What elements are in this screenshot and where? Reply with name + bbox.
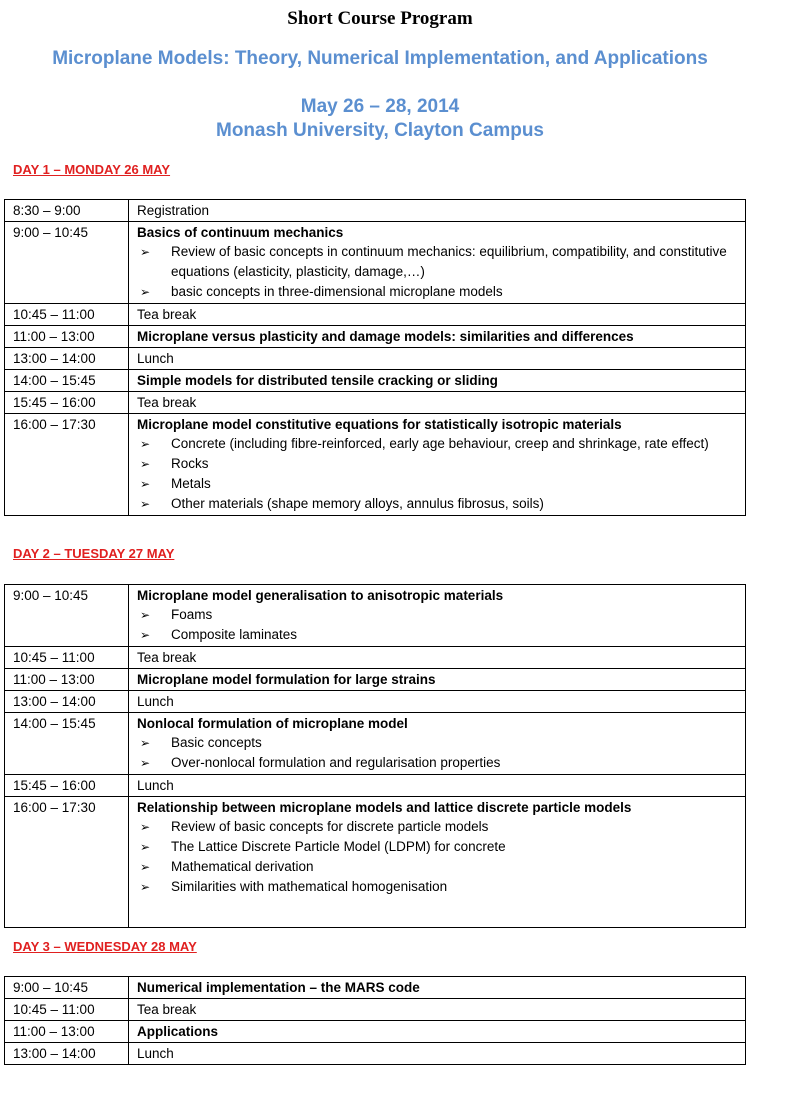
session-cell	[129, 370, 746, 392]
list-item: ➢ Over-nonlocal formulation and regularisation properties	[137, 753, 737, 773]
table-row	[5, 200, 746, 222]
session-time: 11:00 – 13:00	[5, 669, 129, 691]
session-time: 14:00 – 15:45	[5, 713, 129, 775]
list-item: ➢ Basic concepts	[137, 733, 737, 753]
session-topic: Microplane model formulation for large strains	[137, 672, 436, 687]
session-topic: Numerical implementation – the MARS code	[137, 980, 420, 995]
session-topic: Registration	[137, 203, 210, 218]
day-1-schedule-table	[4, 199, 746, 516]
table-row	[5, 392, 746, 414]
course-venue: Monash University, Clayton Campus	[216, 120, 544, 141]
session-topic: Microplane model generalisation to anisotropic materials	[137, 588, 504, 603]
session-topic: Tea break	[137, 395, 197, 410]
session-cell	[129, 200, 746, 222]
session-topic: Nonlocal formulation of microplane model	[137, 716, 408, 731]
session-time: 8:30 – 9:00	[5, 200, 129, 222]
table-row	[5, 414, 746, 516]
session-topic: Lunch	[137, 778, 174, 793]
session-topic: Lunch	[137, 351, 174, 366]
session-topic: Microplane model constitutive equations for statistically isotropic materials	[137, 417, 622, 432]
session-cell	[129, 1043, 746, 1065]
session-cell	[129, 414, 746, 516]
session-time: 14:00 – 15:45	[5, 370, 129, 392]
session-topic: Lunch	[137, 694, 174, 709]
session-cell	[129, 977, 746, 999]
table-row	[5, 797, 746, 928]
list-item: ➢ Review of basic concepts in continuum mechanics: equilibrium, compatibility, and constitutive equations (elasticity, plasticity, damage,…)	[137, 242, 737, 282]
table-row	[5, 304, 746, 326]
course-subtitle: Microplane Models: Theory, Numerical Implementation, and Applications	[52, 48, 708, 69]
session-cell	[129, 713, 746, 775]
session-topic: Basics of continuum mechanics	[137, 225, 344, 240]
table-row	[5, 370, 746, 392]
session-time: 16:00 – 17:30	[5, 797, 129, 928]
session-subtopics	[137, 242, 737, 302]
course-dates: May 26 – 28, 2014	[300, 96, 460, 117]
session-cell	[129, 999, 746, 1021]
session-cell	[129, 797, 746, 928]
session-time: 16:00 – 17:30	[5, 414, 129, 516]
session-time: 13:00 – 14:00	[5, 1043, 129, 1065]
day-2-schedule-table	[4, 584, 746, 928]
table-row	[5, 647, 746, 669]
table-row	[5, 775, 746, 797]
session-cell	[129, 669, 746, 691]
table-row	[5, 669, 746, 691]
session-topic: Simple models for distributed tensile cracking or sliding	[137, 373, 498, 388]
session-time: 11:00 – 13:00	[5, 326, 129, 348]
session-cell	[129, 585, 746, 647]
list-item: ➢ The Lattice Discrete Particle Model (LDPM) for concrete	[137, 837, 737, 857]
list-item: ➢ Mathematical derivation	[137, 857, 737, 877]
session-topic: Tea break	[137, 650, 197, 665]
day-3-schedule-table	[4, 976, 746, 1065]
table-row	[5, 222, 746, 304]
session-time: 10:45 – 11:00	[5, 647, 129, 669]
page-title: Short Course Program	[287, 8, 473, 29]
session-cell	[129, 222, 746, 304]
table-row	[5, 1043, 746, 1065]
session-topic: Applications	[137, 1024, 219, 1039]
session-time: 10:45 – 11:00	[5, 999, 129, 1021]
session-topic: Tea break	[137, 307, 197, 322]
session-time: 9:00 – 10:45	[5, 222, 129, 304]
session-topic: Tea break	[137, 1002, 197, 1017]
session-time: 9:00 – 10:45	[5, 585, 129, 647]
table-row	[5, 713, 746, 775]
session-cell	[129, 1021, 746, 1043]
list-item: ➢ Rocks	[137, 454, 737, 474]
session-cell	[129, 392, 746, 414]
session-topic: Lunch	[137, 1046, 174, 1061]
session-time: 9:00 – 10:45	[5, 977, 129, 999]
list-item: ➢ Metals	[137, 474, 737, 494]
list-item: ➢ Composite laminates	[137, 625, 737, 645]
session-subtopics	[137, 605, 737, 645]
list-item: ➢ Review of basic concepts for discrete particle models	[137, 817, 737, 837]
session-time: 15:45 – 16:00	[5, 775, 129, 797]
session-topic: Microplane versus plasticity and damage models: similarities and differences	[137, 329, 634, 344]
table-row	[5, 999, 746, 1021]
table-row	[5, 691, 746, 713]
table-row	[5, 585, 746, 647]
day-3-heading: DAY 3 – WEDNESDAY 28 MAY	[13, 939, 197, 954]
day-1-heading: DAY 1 – MONDAY 26 MAY	[13, 162, 171, 177]
list-item: ➢ Foams	[137, 605, 737, 625]
session-cell	[129, 348, 746, 370]
session-time: 13:00 – 14:00	[5, 348, 129, 370]
table-row	[5, 977, 746, 999]
session-time: 11:00 – 13:00	[5, 1021, 129, 1043]
session-topic: Relationship between microplane models and lattice discrete particle models	[137, 800, 632, 815]
session-subtopics	[137, 733, 737, 773]
session-time: 15:45 – 16:00	[5, 392, 129, 414]
session-cell	[129, 775, 746, 797]
session-cell	[129, 326, 746, 348]
list-item: ➢ basic concepts in three-dimensional microplane models	[137, 282, 737, 302]
session-cell	[129, 647, 746, 669]
list-item: ➢ Other materials (shape memory alloys, annulus fibrosus, soils)	[137, 494, 737, 514]
session-subtopics	[137, 817, 737, 897]
day-2-heading: DAY 2 – TUESDAY 27 MAY	[13, 546, 175, 561]
session-cell	[129, 304, 746, 326]
session-time: 10:45 – 11:00	[5, 304, 129, 326]
table-row	[5, 1021, 746, 1043]
list-item: ➢ Concrete (including fibre-reinforced, early age behaviour, creep and shrinkage, rate effect)	[137, 434, 737, 454]
session-subtopics	[137, 434, 737, 514]
list-item: ➢ Similarities with mathematical homogenisation	[137, 877, 737, 897]
session-time: 13:00 – 14:00	[5, 691, 129, 713]
table-row	[5, 326, 746, 348]
table-row	[5, 348, 746, 370]
session-cell	[129, 691, 746, 713]
